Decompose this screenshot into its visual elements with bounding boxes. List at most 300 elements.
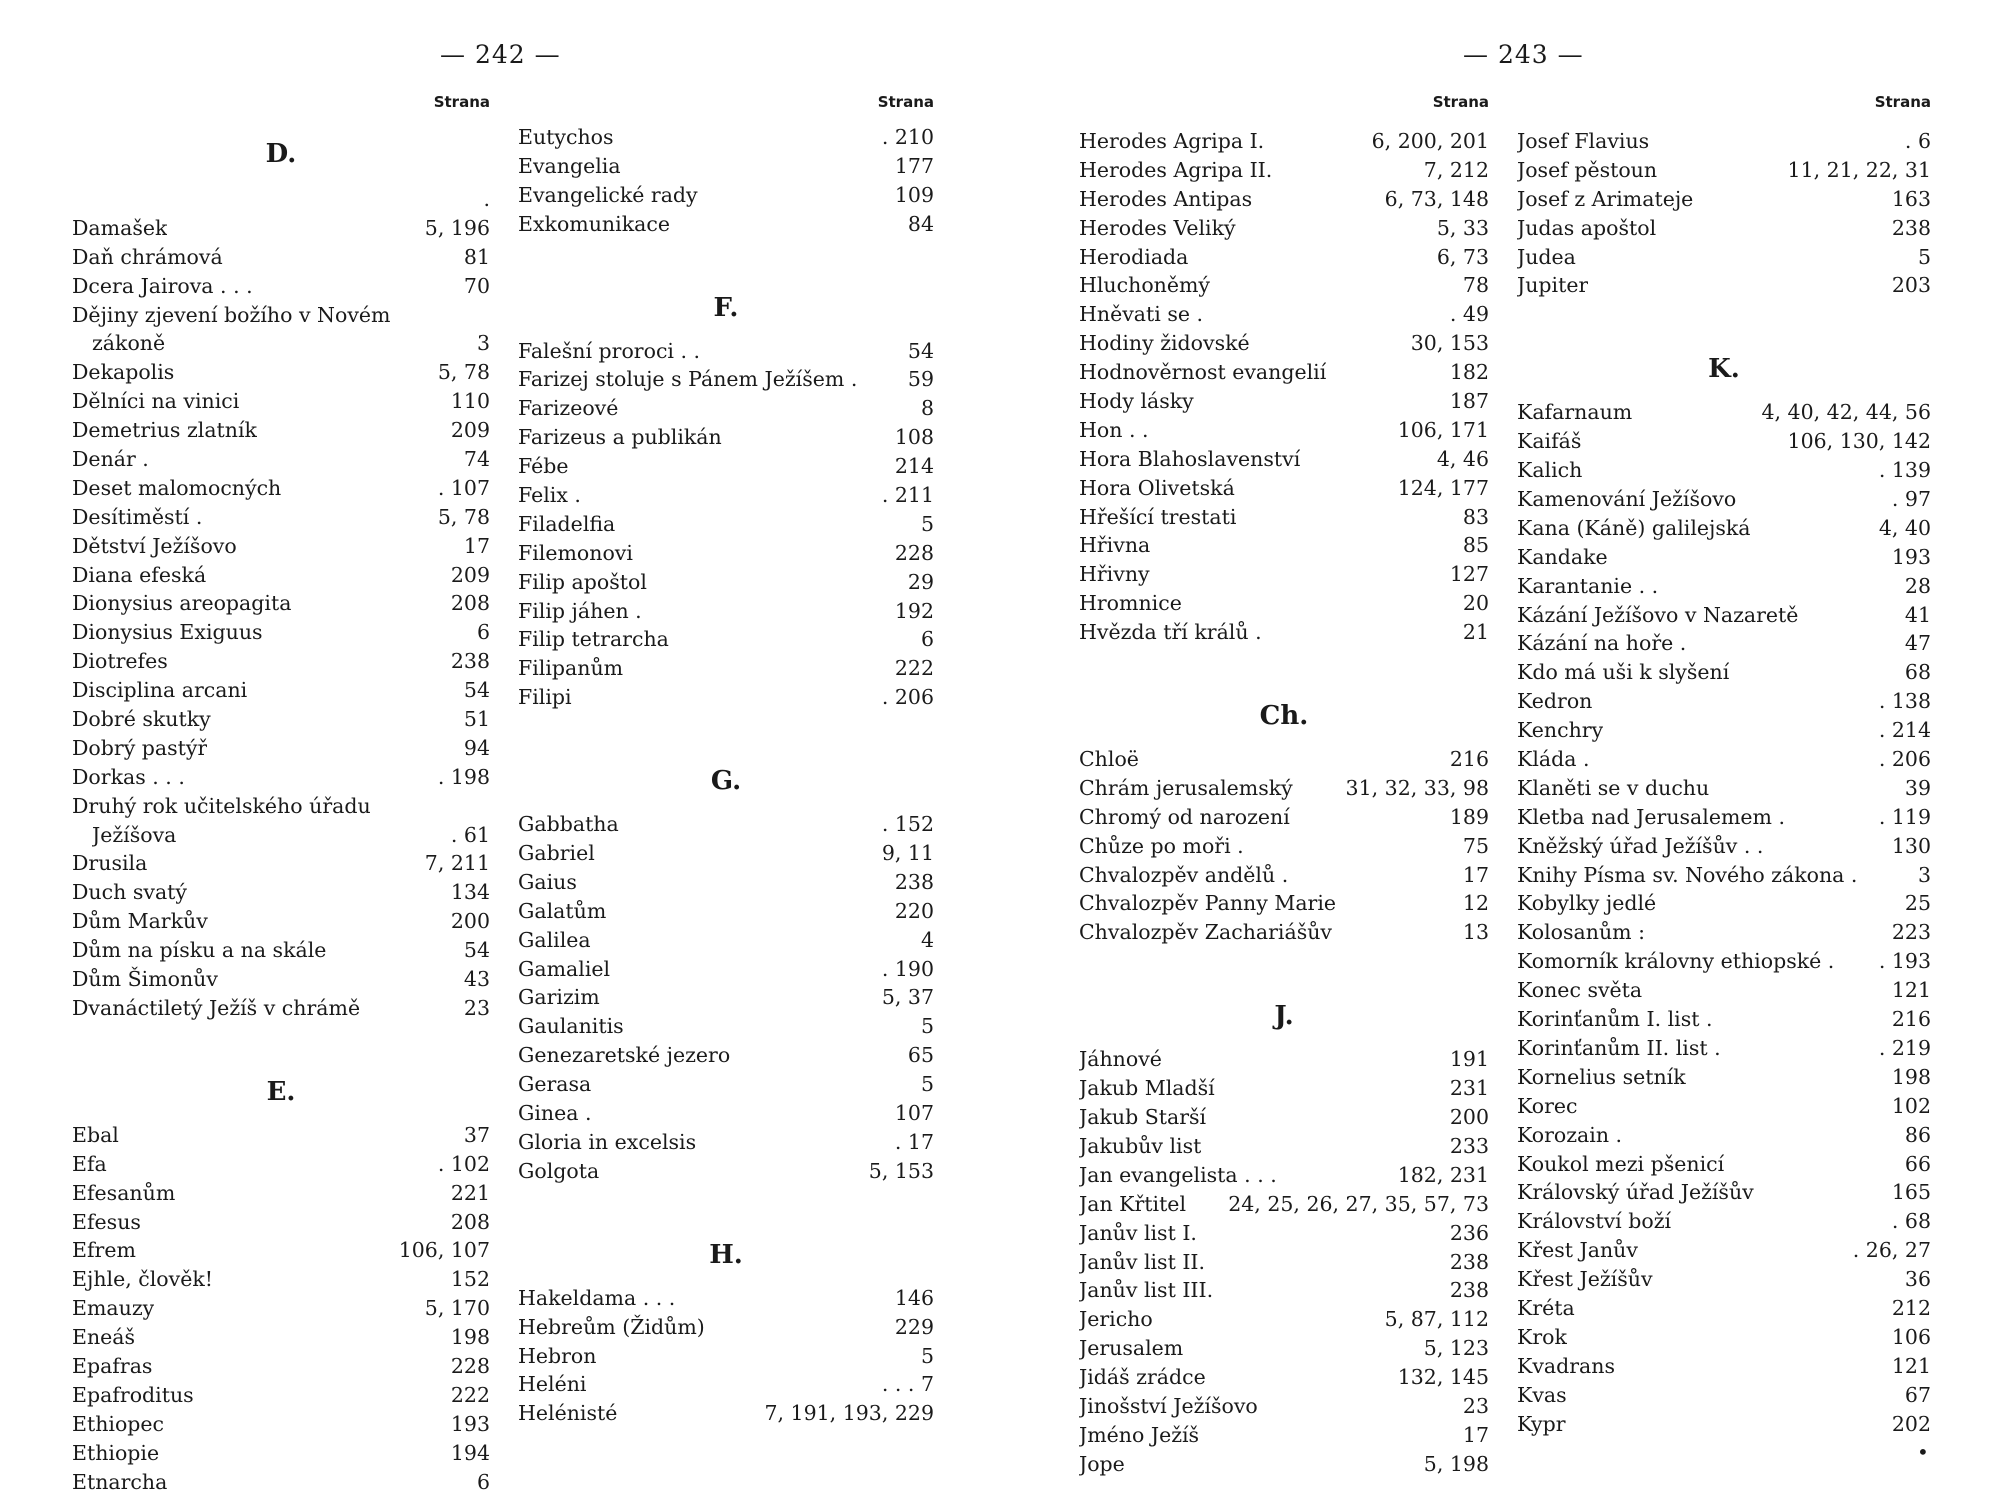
index-entry — [1517, 214, 1931, 243]
entry-term: Gerasa — [518, 1072, 592, 1097]
index-entry — [1517, 1323, 1931, 1352]
index-entry — [1079, 503, 1489, 532]
entry-term: Farizeové — [518, 396, 619, 421]
index-entry — [1079, 1132, 1489, 1161]
index-entry — [1079, 531, 1489, 560]
entry-term: Gloria in excelsis — [518, 1129, 697, 1154]
entry-page-refs: 209 — [450, 418, 490, 443]
entry-term: Křest Ježíšův — [1517, 1267, 1653, 1292]
entry-page-refs: 208 — [450, 591, 490, 616]
entry-term: Ježíšova — [92, 822, 177, 847]
entry-page-refs: 106, 130, 142 — [1787, 429, 1931, 454]
entry-term: Dům Markův — [72, 909, 208, 934]
index-entry — [1079, 589, 1489, 618]
entry-term: Herodes Veliký — [1079, 215, 1236, 240]
entry-page-refs: 121 — [1891, 1353, 1931, 1378]
index-entry — [72, 965, 490, 994]
entry-term: Gaulanitis — [518, 1014, 624, 1039]
index-entry — [1079, 1421, 1489, 1450]
entry-page-refs: 94 — [463, 735, 490, 760]
entry-term: Dobrý pastýř — [72, 735, 208, 760]
column-header: Strana — [1432, 93, 1489, 111]
entry-term: Jan evangelista . . . — [1079, 1162, 1277, 1187]
section-spacer — [518, 1186, 934, 1226]
entry-page-refs: 5 — [920, 1343, 934, 1368]
index-entry — [72, 1150, 490, 1179]
section-spacer — [1517, 300, 1931, 340]
entry-page-refs: 54 — [463, 678, 490, 703]
entry-term: Kalich — [1517, 458, 1583, 483]
entry-page-refs: . 219 — [1878, 1035, 1931, 1060]
index-entry — [518, 1342, 934, 1371]
index-entry — [72, 763, 490, 792]
entry-page-refs: 41 — [1904, 602, 1931, 627]
index-entry — [72, 1179, 490, 1208]
entry-term: Ethiopie — [72, 1440, 160, 1465]
entry-term: Hromnice — [1079, 591, 1182, 616]
index-entry — [1079, 918, 1489, 947]
entry-term: Josef pěstoun — [1517, 157, 1658, 182]
entry-term: Daň chrámová — [72, 244, 223, 269]
entry-term: Karantanie . . — [1517, 573, 1659, 598]
entry-term: Josef z Arimateje — [1517, 186, 1694, 211]
entry-page-refs: . 206 — [1878, 747, 1931, 772]
index-entry — [72, 821, 490, 850]
entry-page-refs: . 214 — [1878, 718, 1931, 743]
entry-term: Filip tetrarcha — [518, 627, 669, 652]
section-spacer — [1079, 647, 1489, 687]
index-entry — [518, 1399, 934, 1428]
entry-page-refs: 238 — [450, 649, 490, 674]
entry-page-refs: 238 — [1449, 1278, 1489, 1303]
index-entry — [72, 1236, 490, 1265]
entry-term: Dobré skutky — [72, 707, 211, 732]
entry-page-refs: 5 — [920, 1072, 934, 1097]
entry-term: Kana (Káně) galilejská — [1517, 515, 1751, 540]
entry-page-refs: 106 — [1891, 1324, 1931, 1349]
entry-term: Dům Šimonův — [72, 967, 218, 992]
index-entry — [72, 907, 490, 936]
page-number: — 243 — — [1463, 40, 1584, 69]
index-entry — [1517, 1236, 1931, 1265]
entry-term: Efa — [72, 1151, 107, 1176]
entry-term: Ginea . — [518, 1101, 592, 1126]
entry-page-refs: 222 — [894, 656, 934, 681]
index-entry — [518, 839, 934, 868]
index-entry — [72, 416, 490, 445]
entry-term: Jerusalem — [1079, 1336, 1184, 1361]
section-letter: K. — [1708, 354, 1740, 385]
entry-page-refs: 106, 171 — [1397, 417, 1489, 442]
section-spacer — [1079, 947, 1489, 987]
entry-term: Dějiny zjevení božího v Novém — [72, 302, 391, 327]
entry-term: Hřivny — [1079, 562, 1150, 587]
index-entries — [1517, 127, 1931, 1438]
index-entry — [518, 1099, 934, 1128]
entry-page-refs: 5, 196 — [424, 215, 490, 240]
index-entry — [518, 868, 934, 897]
entry-term: Koukol mezi pšenicí — [1517, 1151, 1725, 1176]
index-entry — [72, 705, 490, 734]
entry-term: Kletba nad Jerusalemem . — [1517, 804, 1785, 829]
entry-term: Filip jáhen . — [518, 598, 642, 623]
entry-page-refs: 102 — [1891, 1093, 1931, 1118]
entry-term: Dvanáctiletý Ježíš v chrámě — [72, 995, 361, 1020]
index-entry — [1079, 1190, 1489, 1219]
index-entry — [518, 1284, 934, 1313]
entry-page-refs: 36 — [1904, 1267, 1931, 1292]
entry-term: Klaněti se v duchu — [1517, 775, 1710, 800]
entry-term: Felix . — [518, 483, 581, 508]
entry-term: Janův list II. — [1079, 1249, 1206, 1274]
index-entry — [518, 1370, 934, 1399]
entry-page-refs: . 139 — [1878, 458, 1931, 483]
index-entry — [1517, 127, 1931, 156]
entry-term: Evangelické rady — [518, 182, 698, 207]
index-entry — [1517, 271, 1931, 300]
entry-term: Hodiny židovské — [1079, 331, 1250, 356]
index-entry — [1079, 861, 1489, 890]
index-entry — [1079, 745, 1489, 774]
entry-page-refs: 68 — [1904, 660, 1931, 685]
entry-term: Gabbatha — [518, 812, 619, 837]
index-entry — [1079, 618, 1489, 647]
entry-page-refs: 130 — [1891, 833, 1931, 858]
entry-page-refs: 59 — [907, 367, 934, 392]
entry-page-refs: . 26, 27 — [1852, 1238, 1931, 1263]
section-spacer — [72, 1023, 490, 1063]
entry-page-refs: 182, 231 — [1397, 1162, 1489, 1187]
index-entry — [1079, 560, 1489, 589]
entry-page-refs: . 152 — [881, 812, 934, 837]
entry-term: Kamenování Ježíšovo — [1517, 487, 1737, 512]
index-entry — [72, 1265, 490, 1294]
entry-page-refs: 12 — [1462, 891, 1489, 916]
index-entry — [1517, 1410, 1931, 1439]
entry-term: Hon . . — [1079, 417, 1149, 442]
entry-page-refs: 231 — [1449, 1076, 1489, 1101]
entry-term: Hora Blahoslavenství — [1079, 446, 1301, 471]
index-entry — [1079, 329, 1489, 358]
index-entry — [72, 1323, 490, 1352]
entry-page-refs: 222 — [450, 1382, 490, 1407]
entry-page-refs: 192 — [894, 598, 934, 623]
index-entry — [1517, 1178, 1931, 1207]
entry-term: Jakubův list — [1079, 1133, 1202, 1158]
entry-term: Konec světa — [1517, 978, 1643, 1003]
entry-term: Hřešící trestati — [1079, 504, 1237, 529]
index-entry — [518, 1157, 934, 1186]
index-entry — [518, 1128, 934, 1157]
entry-term: Herodes Antipas — [1079, 186, 1253, 211]
entry-term: Kedron — [1517, 689, 1593, 714]
column-header: Strana — [1874, 93, 1931, 111]
entry-page-refs: 24, 25, 26, 27, 35, 57, 73 — [1228, 1191, 1489, 1216]
entry-term: Hluchoněmý — [1079, 273, 1211, 298]
index-entry — [518, 810, 934, 839]
entry-term: Korozain . — [1517, 1122, 1623, 1147]
entry-term: Dětství Ježíšovo — [72, 533, 237, 558]
entry-term: Křest Janův — [1517, 1238, 1638, 1263]
index-entry — [518, 683, 934, 712]
index-entry — [1079, 1276, 1489, 1305]
entry-page-refs: 212 — [1891, 1295, 1931, 1320]
entry-term: Filadelfia — [518, 511, 616, 536]
entry-term: Golgota — [518, 1158, 600, 1183]
entry-page-refs: 228 — [450, 1353, 490, 1378]
index-entry — [72, 792, 490, 821]
entry-term: Efesanům — [72, 1180, 176, 1205]
entry-page-refs: . 107 — [437, 475, 490, 500]
entry-term: Josef Flavius — [1517, 129, 1650, 153]
entry-term: Demetrius zlatník — [72, 418, 257, 443]
index-entry — [518, 423, 934, 452]
entry-page-refs: 6, 200, 201 — [1371, 129, 1489, 153]
entry-page-refs: 163 — [1891, 186, 1931, 211]
entry-page-refs: 198 — [450, 1325, 490, 1350]
entry-term: Kypr — [1517, 1411, 1566, 1436]
entry-page-refs: 216 — [1891, 1007, 1931, 1032]
index-entry — [72, 1381, 490, 1410]
entry-page-refs: 216 — [1449, 747, 1489, 772]
entry-page-refs: 31, 32, 33, 98 — [1345, 775, 1489, 800]
entry-term: Chvalozpěv Panny Marie — [1079, 891, 1337, 916]
entry-page-refs: 177 — [894, 153, 934, 178]
entry-term: Hody lásky — [1079, 389, 1194, 414]
entry-term: Desítiměstí . — [72, 504, 203, 529]
entry-term: Gabriel — [518, 841, 595, 866]
entry-page-refs: 17 — [1462, 1422, 1489, 1447]
entry-page-refs: 17 — [463, 533, 490, 558]
entry-term: Helénisté — [518, 1401, 618, 1426]
entry-page-refs: . 49 — [1449, 302, 1489, 327]
entry-term: Efesus — [72, 1209, 141, 1234]
entry-page-refs: . 6 — [1904, 129, 1931, 153]
index-entry — [1079, 387, 1489, 416]
index-entry — [1517, 1265, 1931, 1294]
entry-term: Krok — [1517, 1324, 1567, 1349]
entry-term: Kvadrans — [1517, 1353, 1615, 1378]
index-entry — [72, 676, 490, 705]
entry-term: Chvalozpěv andělů . — [1079, 862, 1289, 887]
index-entry — [518, 394, 934, 423]
entry-page-refs: 5, 123 — [1423, 1336, 1489, 1361]
entry-term: Ejhle, člověk! — [72, 1267, 213, 1292]
index-entry — [72, 185, 490, 214]
entry-page-refs: . 97 — [1891, 487, 1931, 512]
index-entry — [1517, 774, 1931, 803]
entry-page-refs: . 206 — [881, 685, 934, 710]
index-entry — [72, 994, 490, 1023]
entry-page-refs: 194 — [450, 1440, 490, 1465]
entry-term: Jope — [1079, 1451, 1125, 1476]
entry-term: Ebal — [72, 1122, 119, 1147]
entry-page-refs: 84 — [907, 211, 934, 236]
index-entry — [1517, 156, 1931, 185]
entry-page-refs: 20 — [1462, 591, 1489, 616]
entry-page-refs: 47 — [1904, 631, 1931, 656]
index-entry — [1517, 185, 1931, 214]
entry-page-refs: 238 — [1449, 1249, 1489, 1274]
entry-page-refs: 4 — [920, 927, 934, 952]
entry-term: Etnarcha — [72, 1469, 168, 1494]
index-entry — [1517, 514, 1931, 543]
entry-page-refs: 17 — [1462, 862, 1489, 887]
index-entry — [72, 272, 490, 301]
entry-page-refs: 78 — [1462, 273, 1489, 298]
entry-term: Farizeus a publikán — [518, 425, 722, 450]
index-entry — [72, 849, 490, 878]
index-entry — [1079, 1074, 1489, 1103]
entry-term: Drusila — [72, 851, 148, 876]
index-entry — [518, 1041, 934, 1070]
entry-term: Hebron — [518, 1343, 597, 1368]
column-header: Strana — [433, 93, 490, 111]
index-entry — [1079, 185, 1489, 214]
entry-page-refs: 39 — [1904, 775, 1931, 800]
index-entry — [72, 936, 490, 965]
entry-page-refs: 28 — [1904, 573, 1931, 598]
entry-term: Hodnověrnost evangelií — [1079, 360, 1327, 385]
index-entry — [1079, 214, 1489, 243]
index-entry — [518, 1313, 934, 1342]
entry-page-refs: 3 — [476, 331, 490, 356]
entry-term: Galilea — [518, 927, 591, 952]
entry-term: Chvalozpěv Zachariášův — [1079, 920, 1332, 945]
index-entry — [72, 618, 490, 647]
index-entry — [1517, 976, 1931, 1005]
entry-page-refs: 74 — [463, 447, 490, 472]
index-entry — [1079, 889, 1489, 918]
entry-page-refs: 200 — [450, 909, 490, 934]
entry-page-refs: 236 — [1449, 1220, 1489, 1245]
entry-page-refs: 5, 78 — [437, 504, 490, 529]
entry-term: Hakeldama . . . — [518, 1285, 676, 1310]
entry-page-refs: . 102 — [437, 1151, 490, 1176]
entry-page-refs: . 198 — [437, 764, 490, 789]
entry-page-refs: 233 — [1449, 1133, 1489, 1158]
section-spacer — [518, 712, 934, 752]
entry-term: Dekapolis — [72, 360, 175, 385]
entry-term: Kafarnaum — [1517, 400, 1633, 425]
entry-page-refs: 23 — [1462, 1393, 1489, 1418]
entry-page-refs: 23 — [463, 995, 490, 1020]
index-entry — [1517, 1352, 1931, 1381]
entry-page-refs: 37 — [463, 1122, 490, 1147]
entry-term: Diotrefes — [72, 649, 168, 674]
entry-term: Jakub Starší — [1079, 1105, 1207, 1130]
entry-page-refs: 5, 153 — [868, 1158, 934, 1183]
entry-term: Jan Křtitel — [1079, 1191, 1186, 1216]
entry-term: Hvězda tří králů . — [1079, 620, 1262, 645]
index-entries — [1079, 127, 1489, 1479]
entry-page-refs: 127 — [1449, 562, 1489, 587]
index-entry — [518, 955, 934, 984]
entry-term: Kenchry — [1517, 718, 1604, 743]
index-entry — [1517, 572, 1931, 601]
index-entry — [1079, 474, 1489, 503]
index-entry — [1517, 832, 1931, 861]
entry-term: Genezaretské jezero — [518, 1043, 731, 1068]
entry-page-refs: 13 — [1462, 920, 1489, 945]
entry-term: Hora Olivetská — [1079, 475, 1235, 500]
entry-term: Jinošství Ježíšovo — [1079, 1393, 1258, 1418]
entry-page-refs: . 119 — [1878, 804, 1931, 829]
entry-term: Korinťanům II. list . — [1517, 1035, 1721, 1060]
index-entry — [1079, 1305, 1489, 1334]
entry-page-refs: 43 — [463, 967, 490, 992]
index-entry — [1079, 1248, 1489, 1277]
index-entry — [1517, 601, 1931, 630]
index-entry — [518, 983, 934, 1012]
entry-page-refs: 75 — [1462, 833, 1489, 858]
entry-page-refs: 208 — [450, 1209, 490, 1234]
entry-page-refs: . 193 — [1878, 949, 1931, 974]
index-entry — [1517, 889, 1931, 918]
index-entry — [1517, 1005, 1931, 1034]
index-entry — [1517, 1207, 1931, 1236]
index-entry — [1517, 427, 1931, 456]
index-entry — [518, 481, 934, 510]
index-entry — [1079, 1334, 1489, 1363]
entry-page-refs: 9, 11 — [881, 841, 934, 866]
section-letter: F. — [713, 292, 739, 323]
entry-page-refs: 5, 37 — [881, 985, 934, 1010]
entry-term: Farizej stoluje s Pánem Ježíšem . — [518, 367, 858, 392]
index-entry — [1517, 1034, 1931, 1063]
entry-term: Jericho — [1079, 1307, 1153, 1332]
entry-term: Kláda . — [1517, 747, 1590, 772]
index-entry — [72, 1468, 490, 1497]
index-entry — [1079, 1045, 1489, 1074]
entry-page-refs: 189 — [1449, 804, 1489, 829]
entry-term: Epafras — [72, 1353, 153, 1378]
index-entries — [72, 123, 490, 1496]
index-entry — [72, 532, 490, 561]
entry-page-refs: . 17 — [894, 1129, 934, 1154]
index-entry — [1079, 1161, 1489, 1190]
entry-page-refs: 182 — [1449, 360, 1489, 385]
entry-term: Janův list III. — [1079, 1278, 1214, 1303]
index-entry — [72, 878, 490, 907]
entry-term: Kázání Ježíšovo v Nazaretě — [1517, 602, 1799, 627]
entry-page-refs: 200 — [1449, 1105, 1489, 1130]
entry-term: Kázání na hoře . — [1517, 631, 1687, 656]
entry-term: Evangelia — [518, 153, 621, 178]
entry-term: Jupiter — [1517, 273, 1589, 298]
entry-page-refs: 238 — [894, 869, 934, 894]
entry-term: Judas apoštol — [1517, 215, 1657, 240]
index-entry — [1517, 398, 1931, 427]
index-entry — [1079, 271, 1489, 300]
entry-page-refs: 229 — [894, 1314, 934, 1339]
entry-term: Falešní proroci . . — [518, 338, 701, 363]
entry-page-refs: 106, 107 — [398, 1238, 490, 1263]
index-entry — [518, 152, 934, 181]
section-letter: H. — [709, 1239, 743, 1270]
entry-term: Korinťanům I. list . — [1517, 1007, 1713, 1032]
index-entry — [1079, 1103, 1489, 1132]
entry-term: Filipanům — [518, 656, 624, 681]
index-entry — [518, 568, 934, 597]
index-entry — [1517, 658, 1931, 687]
entry-term: Deset malomocných — [72, 475, 282, 500]
entry-page-refs: 146 — [894, 1285, 934, 1310]
index-entry — [1079, 156, 1489, 185]
entry-term: Diana efeská — [72, 562, 207, 587]
entry-term: Kdo má uši k slyšení — [1517, 660, 1730, 685]
entry-page-refs: 107 — [894, 1101, 934, 1126]
